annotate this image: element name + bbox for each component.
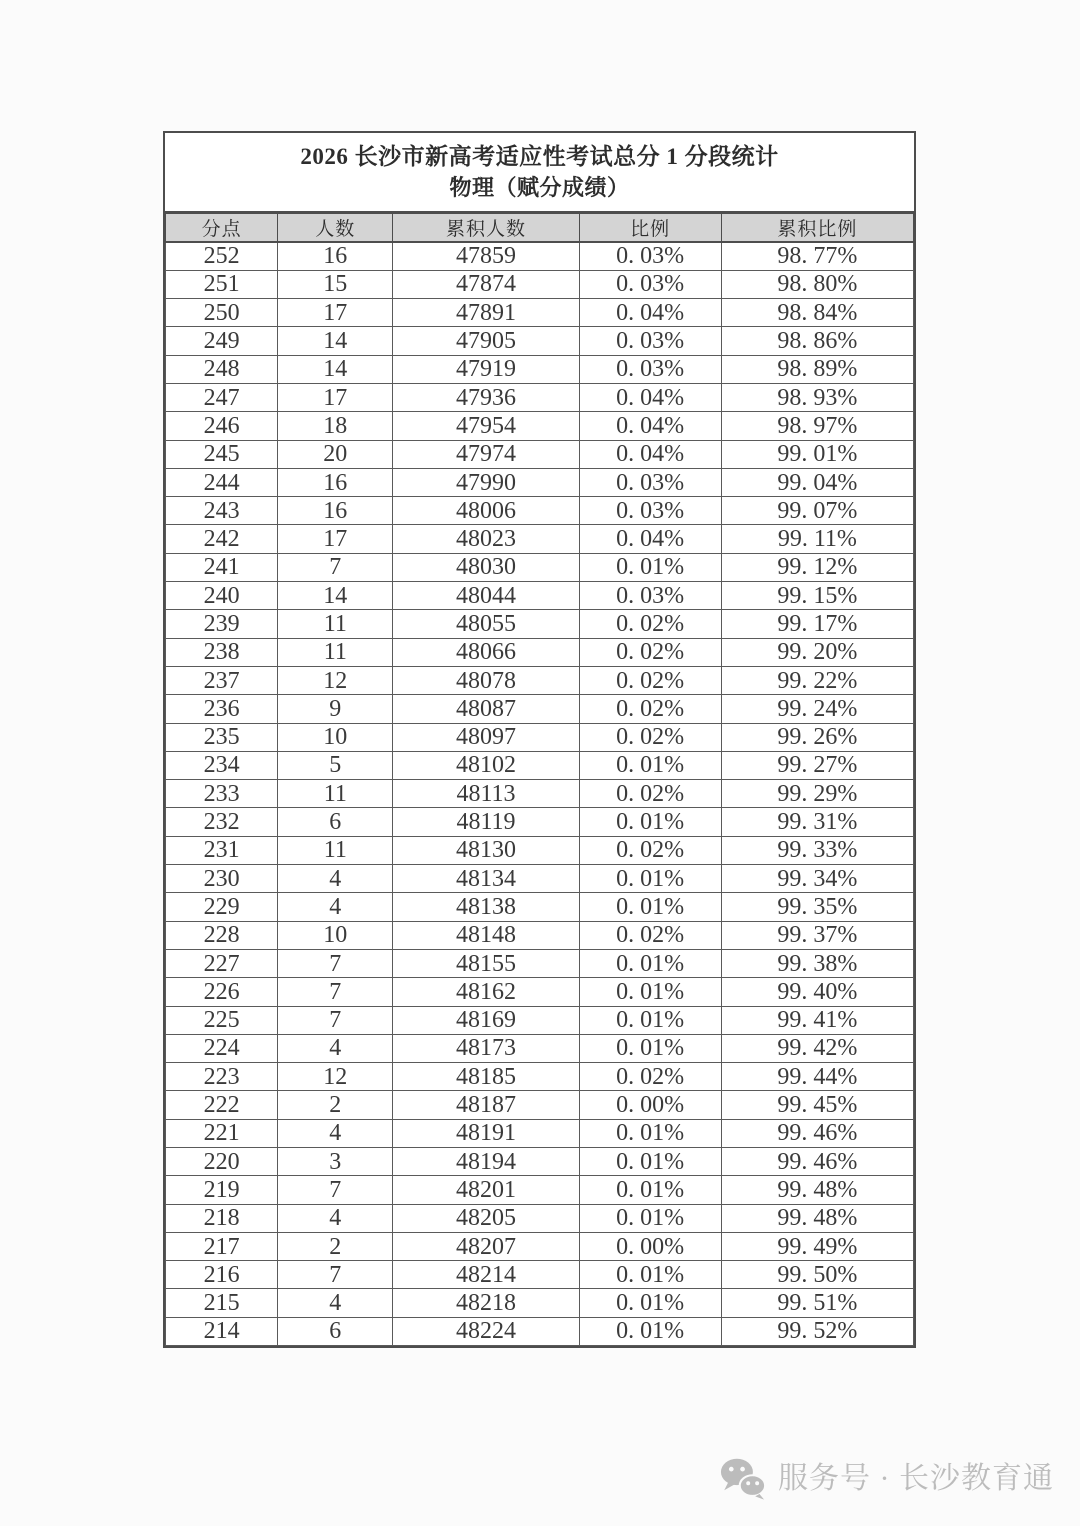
table-cell: 48087	[393, 695, 579, 723]
table-cell: 235	[166, 723, 278, 751]
table-cell: 251	[166, 270, 278, 298]
header-cumulative-ratio: 累积比例	[721, 214, 913, 243]
table-row	[166, 836, 914, 864]
table-cell: 18	[278, 412, 393, 440]
table-cell: 247	[166, 383, 278, 411]
table-cell: 0. 01%	[579, 893, 721, 921]
table-cell: 0. 02%	[579, 610, 721, 638]
table-cell: 0. 01%	[579, 1034, 721, 1062]
table-cell: 17	[278, 525, 393, 553]
table-cell: 4	[278, 1289, 393, 1317]
table-cell: 47954	[393, 412, 579, 440]
table-cell: 47974	[393, 440, 579, 468]
table-cell: 98. 97%	[721, 412, 913, 440]
table-cell: 0. 03%	[579, 497, 721, 525]
table-row	[166, 383, 914, 411]
table-subtitle: 物理（赋分成绩）	[449, 175, 630, 200]
table-cell: 99. 46%	[721, 1148, 913, 1176]
table-cell: 48214	[393, 1261, 579, 1289]
table-cell: 237	[166, 666, 278, 694]
table-title-block	[165, 133, 914, 213]
table-cell: 6	[278, 1317, 393, 1345]
table-cell: 0. 04%	[579, 383, 721, 411]
table-cell: 0. 02%	[579, 666, 721, 694]
table-cell: 246	[166, 412, 278, 440]
table-cell: 99. 42%	[721, 1034, 913, 1062]
table-row	[166, 751, 914, 779]
table-cell: 48113	[393, 780, 579, 808]
table-cell: 245	[166, 440, 278, 468]
table-row	[166, 440, 914, 468]
table-row	[166, 666, 914, 694]
table-cell: 0. 02%	[579, 1063, 721, 1091]
table-cell: 99. 22%	[721, 666, 913, 694]
table-cell: 7	[278, 1176, 393, 1204]
table-cell: 11	[278, 836, 393, 864]
table-row	[166, 525, 914, 553]
table-row	[166, 553, 914, 581]
table-cell: 99. 27%	[721, 751, 913, 779]
table-row	[166, 1091, 914, 1119]
table-cell: 48130	[393, 836, 579, 864]
table-row	[166, 270, 914, 298]
table-cell: 48023	[393, 525, 579, 553]
table-row	[166, 1176, 914, 1204]
table-cell: 0. 03%	[579, 582, 721, 610]
table-cell: 47859	[393, 242, 579, 270]
table-row	[166, 327, 914, 355]
table-cell: 48138	[393, 893, 579, 921]
table-row	[166, 978, 914, 1006]
table-cell: 248	[166, 355, 278, 383]
table-cell: 48224	[393, 1317, 579, 1345]
table-cell: 226	[166, 978, 278, 1006]
table-cell: 15	[278, 270, 393, 298]
table-cell: 0. 02%	[579, 723, 721, 751]
table-cell: 7	[278, 978, 393, 1006]
table-cell: 99. 44%	[721, 1063, 913, 1091]
table-cell: 220	[166, 1148, 278, 1176]
table-cell: 0. 04%	[579, 525, 721, 553]
table-cell: 0. 01%	[579, 553, 721, 581]
table-cell: 7	[278, 949, 393, 977]
table-cell: 219	[166, 1176, 278, 1204]
table-cell: 0. 04%	[579, 440, 721, 468]
table-cell: 0. 02%	[579, 780, 721, 808]
table-cell: 4	[278, 1119, 393, 1147]
table-cell: 231	[166, 836, 278, 864]
table-cell: 99. 01%	[721, 440, 913, 468]
table-row	[166, 582, 914, 610]
table-cell: 98. 84%	[721, 299, 913, 327]
table-cell: 14	[278, 582, 393, 610]
table-cell: 48119	[393, 808, 579, 836]
table-cell: 9	[278, 695, 393, 723]
table-cell: 250	[166, 299, 278, 327]
header-ratio: 比例	[579, 214, 721, 243]
table-cell: 6	[278, 808, 393, 836]
table-cell: 222	[166, 1091, 278, 1119]
score-distribution-table	[163, 131, 916, 1348]
table-cell: 48205	[393, 1204, 579, 1232]
table-cell: 48162	[393, 978, 579, 1006]
table-cell: 0. 02%	[579, 638, 721, 666]
table-cell: 0. 02%	[579, 836, 721, 864]
table-cell: 232	[166, 808, 278, 836]
table-cell: 217	[166, 1232, 278, 1260]
table-cell: 48218	[393, 1289, 579, 1317]
table-cell: 48207	[393, 1232, 579, 1260]
table-row	[166, 949, 914, 977]
table-cell: 99. 45%	[721, 1091, 913, 1119]
table-cell: 98. 89%	[721, 355, 913, 383]
table-row	[166, 780, 914, 808]
table-row	[166, 808, 914, 836]
table-cell: 48191	[393, 1119, 579, 1147]
table-cell: 11	[278, 610, 393, 638]
table-cell: 17	[278, 383, 393, 411]
table-row	[166, 1063, 914, 1091]
table-cell: 99. 12%	[721, 553, 913, 581]
table-cell: 0. 01%	[579, 1317, 721, 1345]
table-cell: 4	[278, 893, 393, 921]
table-cell: 225	[166, 1006, 278, 1034]
table-cell: 99. 29%	[721, 780, 913, 808]
table-row	[166, 1006, 914, 1034]
table-cell: 243	[166, 497, 278, 525]
table-cell: 99. 26%	[721, 723, 913, 751]
table-cell: 48102	[393, 751, 579, 779]
table-cell: 48185	[393, 1063, 579, 1091]
table-cell: 240	[166, 582, 278, 610]
table-cell: 0. 00%	[579, 1232, 721, 1260]
table-cell: 2	[278, 1232, 393, 1260]
table-cell: 0. 03%	[579, 327, 721, 355]
table-cell: 99. 17%	[721, 610, 913, 638]
table-cell: 7	[278, 1006, 393, 1034]
table-cell: 48155	[393, 949, 579, 977]
table-cell: 0. 02%	[579, 695, 721, 723]
table-cell: 244	[166, 468, 278, 496]
table-cell: 98. 80%	[721, 270, 913, 298]
table-cell: 16	[278, 242, 393, 270]
table-cell: 48173	[393, 1034, 579, 1062]
table-cell: 12	[278, 666, 393, 694]
table-cell: 0. 01%	[579, 808, 721, 836]
table-cell: 48201	[393, 1176, 579, 1204]
table-row	[166, 1317, 914, 1345]
table-cell: 221	[166, 1119, 278, 1147]
table-cell: 47936	[393, 383, 579, 411]
table-row	[166, 921, 914, 949]
table-cell: 17	[278, 299, 393, 327]
table-cell: 0. 01%	[579, 1119, 721, 1147]
table-row	[166, 1119, 914, 1147]
table-cell: 99. 07%	[721, 497, 913, 525]
table-cell: 99. 15%	[721, 582, 913, 610]
table-row	[166, 1289, 914, 1317]
table-cell: 98. 86%	[721, 327, 913, 355]
table-cell: 98. 93%	[721, 383, 913, 411]
table-cell: 99. 48%	[721, 1176, 913, 1204]
table-row	[166, 355, 914, 383]
table-row	[166, 610, 914, 638]
table-cell: 99. 46%	[721, 1119, 913, 1147]
table-cell: 5	[278, 751, 393, 779]
table-cell: 11	[278, 780, 393, 808]
table-cell: 230	[166, 865, 278, 893]
table-cell: 238	[166, 638, 278, 666]
table-row	[166, 893, 914, 921]
table-cell: 48066	[393, 638, 579, 666]
table-cell: 99. 33%	[721, 836, 913, 864]
table-cell: 224	[166, 1034, 278, 1062]
table-cell: 7	[278, 1261, 393, 1289]
table-cell: 47905	[393, 327, 579, 355]
table-cell: 4	[278, 865, 393, 893]
table-row	[166, 299, 914, 327]
table-cell: 99. 04%	[721, 468, 913, 496]
table-cell: 227	[166, 949, 278, 977]
table-cell: 20	[278, 440, 393, 468]
table-row	[166, 497, 914, 525]
table-cell: 2	[278, 1091, 393, 1119]
table-row	[166, 1034, 914, 1062]
table-cell: 99. 35%	[721, 893, 913, 921]
table-cell: 0. 01%	[579, 1148, 721, 1176]
table-cell: 48030	[393, 553, 579, 581]
table-cell: 99. 37%	[721, 921, 913, 949]
table-cell: 215	[166, 1289, 278, 1317]
table-cell: 16	[278, 468, 393, 496]
table-cell: 223	[166, 1063, 278, 1091]
table-cell: 0. 01%	[579, 978, 721, 1006]
table-row	[166, 1232, 914, 1260]
table-cell: 99. 41%	[721, 1006, 913, 1034]
table-cell: 0. 02%	[579, 921, 721, 949]
table-cell: 47891	[393, 299, 579, 327]
table-cell: 229	[166, 893, 278, 921]
wechat-icon	[720, 1457, 767, 1501]
table-cell: 14	[278, 355, 393, 383]
table-cell: 99. 24%	[721, 695, 913, 723]
table-row	[166, 1204, 914, 1232]
table-row	[166, 468, 914, 496]
table-cell: 48187	[393, 1091, 579, 1119]
table-cell: 0. 03%	[579, 242, 721, 270]
table-cell: 236	[166, 695, 278, 723]
table-cell: 4	[278, 1204, 393, 1232]
table-cell: 0. 01%	[579, 865, 721, 893]
header-cumulative-count: 累积人数	[393, 214, 579, 243]
table-cell: 0. 01%	[579, 1176, 721, 1204]
table-row	[166, 723, 914, 751]
table-cell: 48148	[393, 921, 579, 949]
table-cell: 216	[166, 1261, 278, 1289]
table-cell: 0. 01%	[579, 1289, 721, 1317]
table-cell: 0. 03%	[579, 468, 721, 496]
table-row	[166, 1148, 914, 1176]
stats-table	[165, 213, 914, 1346]
table-cell: 7	[278, 553, 393, 581]
footer-account-label: 服务号 · 长沙教育通	[778, 1462, 1054, 1495]
table-cell: 99. 31%	[721, 808, 913, 836]
table-cell: 48194	[393, 1148, 579, 1176]
table-cell: 14	[278, 327, 393, 355]
table-row	[166, 412, 914, 440]
table-cell: 99. 38%	[721, 949, 913, 977]
table-cell: 0. 01%	[579, 1204, 721, 1232]
table-cell: 99. 50%	[721, 1261, 913, 1289]
table-row	[166, 1261, 914, 1289]
table-cell: 99. 51%	[721, 1289, 913, 1317]
table-cell: 48169	[393, 1006, 579, 1034]
table-cell: 214	[166, 1317, 278, 1345]
table-cell: 218	[166, 1204, 278, 1232]
table-cell: 3	[278, 1148, 393, 1176]
table-row	[166, 638, 914, 666]
table-cell: 98. 77%	[721, 242, 913, 270]
table-cell: 48134	[393, 865, 579, 893]
table-cell: 16	[278, 497, 393, 525]
table-cell: 48055	[393, 610, 579, 638]
header-score-point: 分点	[166, 214, 278, 243]
table-cell: 11	[278, 638, 393, 666]
table-cell: 0. 01%	[579, 751, 721, 779]
wechat-footer	[720, 1455, 1054, 1503]
header-count: 人数	[278, 214, 393, 243]
table-cell: 48078	[393, 666, 579, 694]
table-cell: 48044	[393, 582, 579, 610]
header-row	[166, 214, 914, 243]
table-cell: 99. 48%	[721, 1204, 913, 1232]
table-cell: 99. 52%	[721, 1317, 913, 1345]
table-cell: 234	[166, 751, 278, 779]
table-cell: 10	[278, 723, 393, 751]
table-cell: 47919	[393, 355, 579, 383]
table-row	[166, 865, 914, 893]
table-cell: 242	[166, 525, 278, 553]
table-cell: 48006	[393, 497, 579, 525]
table-cell: 0. 01%	[579, 949, 721, 977]
table-cell: 47874	[393, 270, 579, 298]
table-cell: 252	[166, 242, 278, 270]
table-cell: 0. 00%	[579, 1091, 721, 1119]
table-cell: 0. 03%	[579, 355, 721, 383]
table-cell: 4	[278, 1034, 393, 1062]
table-cell: 241	[166, 553, 278, 581]
table-cell: 99. 20%	[721, 638, 913, 666]
table-cell: 0. 04%	[579, 412, 721, 440]
table-cell: 0. 03%	[579, 270, 721, 298]
table-cell: 0. 04%	[579, 299, 721, 327]
table-cell: 10	[278, 921, 393, 949]
table-cell: 47990	[393, 468, 579, 496]
table-row	[166, 242, 914, 270]
table-cell: 239	[166, 610, 278, 638]
table-cell: 228	[166, 921, 278, 949]
table-cell: 0. 01%	[579, 1006, 721, 1034]
table-cell: 0. 01%	[579, 1261, 721, 1289]
table-cell: 48097	[393, 723, 579, 751]
table-cell: 249	[166, 327, 278, 355]
table-title: 2026 长沙市新高考适应性考试总分 1 分段统计	[300, 144, 779, 169]
table-cell: 99. 49%	[721, 1232, 913, 1260]
table-cell: 99. 40%	[721, 978, 913, 1006]
table-cell: 233	[166, 780, 278, 808]
table-cell: 12	[278, 1063, 393, 1091]
table-cell: 99. 11%	[721, 525, 913, 553]
table-cell: 99. 34%	[721, 865, 913, 893]
table-row	[166, 695, 914, 723]
